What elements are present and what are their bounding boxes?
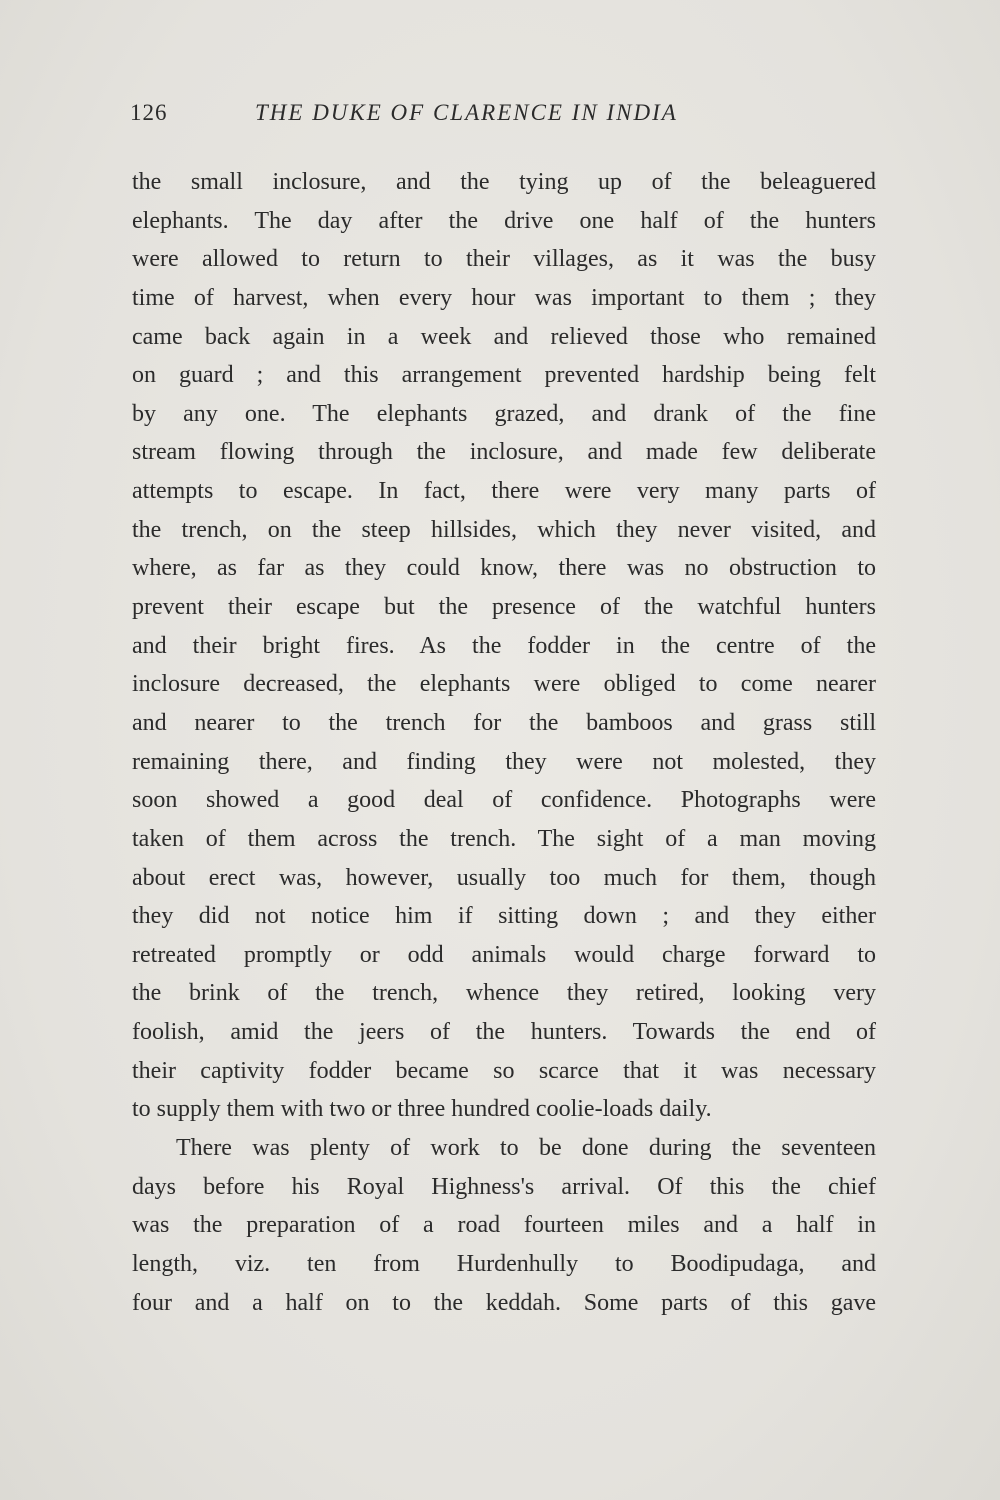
text-line: inclosure decreased, the elephants were obliged to come nearer bbox=[132, 671, 876, 698]
text-line: they did not notice him if sitting down ; and they either bbox=[132, 903, 876, 930]
text-line: the small inclosure, and the tying up of the beleaguered bbox=[132, 169, 876, 195]
text-line: four and a half on to the keddah. Some parts of this gave bbox=[132, 1289, 876, 1316]
text-line: about erect was, however, usually too much for them, though bbox=[132, 864, 876, 891]
text-line: their captivity fodder became so scarce that it was necessary bbox=[132, 1057, 876, 1084]
text-line: time of harvest, when every hour was important to them ; they bbox=[132, 284, 876, 311]
text-line: to supply them with two or three hundred coolie-loads daily. bbox=[132, 1096, 712, 1123]
text-line: stream flowing through the inclosure, and made few deliberate bbox=[132, 439, 876, 466]
page-header bbox=[130, 100, 875, 136]
text-line: length, viz. ten from Hurdenhully to Boodipudaga, and bbox=[132, 1250, 876, 1277]
text-line: There was plenty of work to be done during the seventeen bbox=[176, 1135, 876, 1162]
text-line: were allowed to return to their villages, as it was the busy bbox=[132, 246, 876, 273]
text-line: remaining there, and finding they were not molested, they bbox=[132, 748, 876, 775]
text-line: retreated promptly or odd animals would charge forward to bbox=[132, 941, 876, 968]
text-line: days before his Royal Highness's arrival. Of this the chief bbox=[132, 1173, 876, 1200]
text-line: and nearer to the trench for the bamboos and grass still bbox=[132, 709, 876, 736]
text-line: prevent their escape but the presence of the watchful hunters bbox=[132, 594, 876, 621]
paragraph-1 bbox=[132, 163, 876, 1129]
text-line: where, as far as they could know, there was no obstruction to bbox=[132, 555, 876, 582]
text-line: soon showed a good deal of confidence. Photographs were bbox=[132, 787, 876, 814]
text-line: the brink of the trench, whence they retired, looking very bbox=[132, 980, 876, 1007]
page-number: 126 bbox=[130, 100, 168, 125]
text-line: on guard ; and this arrangement prevented hardship being felt bbox=[132, 362, 876, 389]
text-line: the trench, on the steep hillsides, which they never visited, and bbox=[132, 516, 876, 543]
text-line: elephants. The day after the drive one half of the hunters bbox=[132, 207, 876, 234]
text-line: by any one. The elephants grazed, and drank of the fine bbox=[132, 400, 876, 427]
text-line: was the preparation of a road fourteen miles and a half in bbox=[132, 1212, 876, 1239]
body-text bbox=[132, 163, 876, 1322]
paragraph-2 bbox=[132, 1129, 876, 1322]
text-line: taken of them across the trench. The sight of a man moving bbox=[132, 825, 876, 852]
text-line: attempts to escape. In fact, there were very many parts of bbox=[132, 478, 876, 505]
text-line: came back again in a week and relieved those who remained bbox=[132, 323, 876, 350]
running-title: THE DUKE OF CLARENCE IN INDIA bbox=[255, 100, 678, 125]
text-line: and their bright fires. As the fodder in the centre of the bbox=[132, 632, 876, 659]
text-line: foolish, amid the jeers of the hunters. Towards the end of bbox=[132, 1019, 876, 1046]
